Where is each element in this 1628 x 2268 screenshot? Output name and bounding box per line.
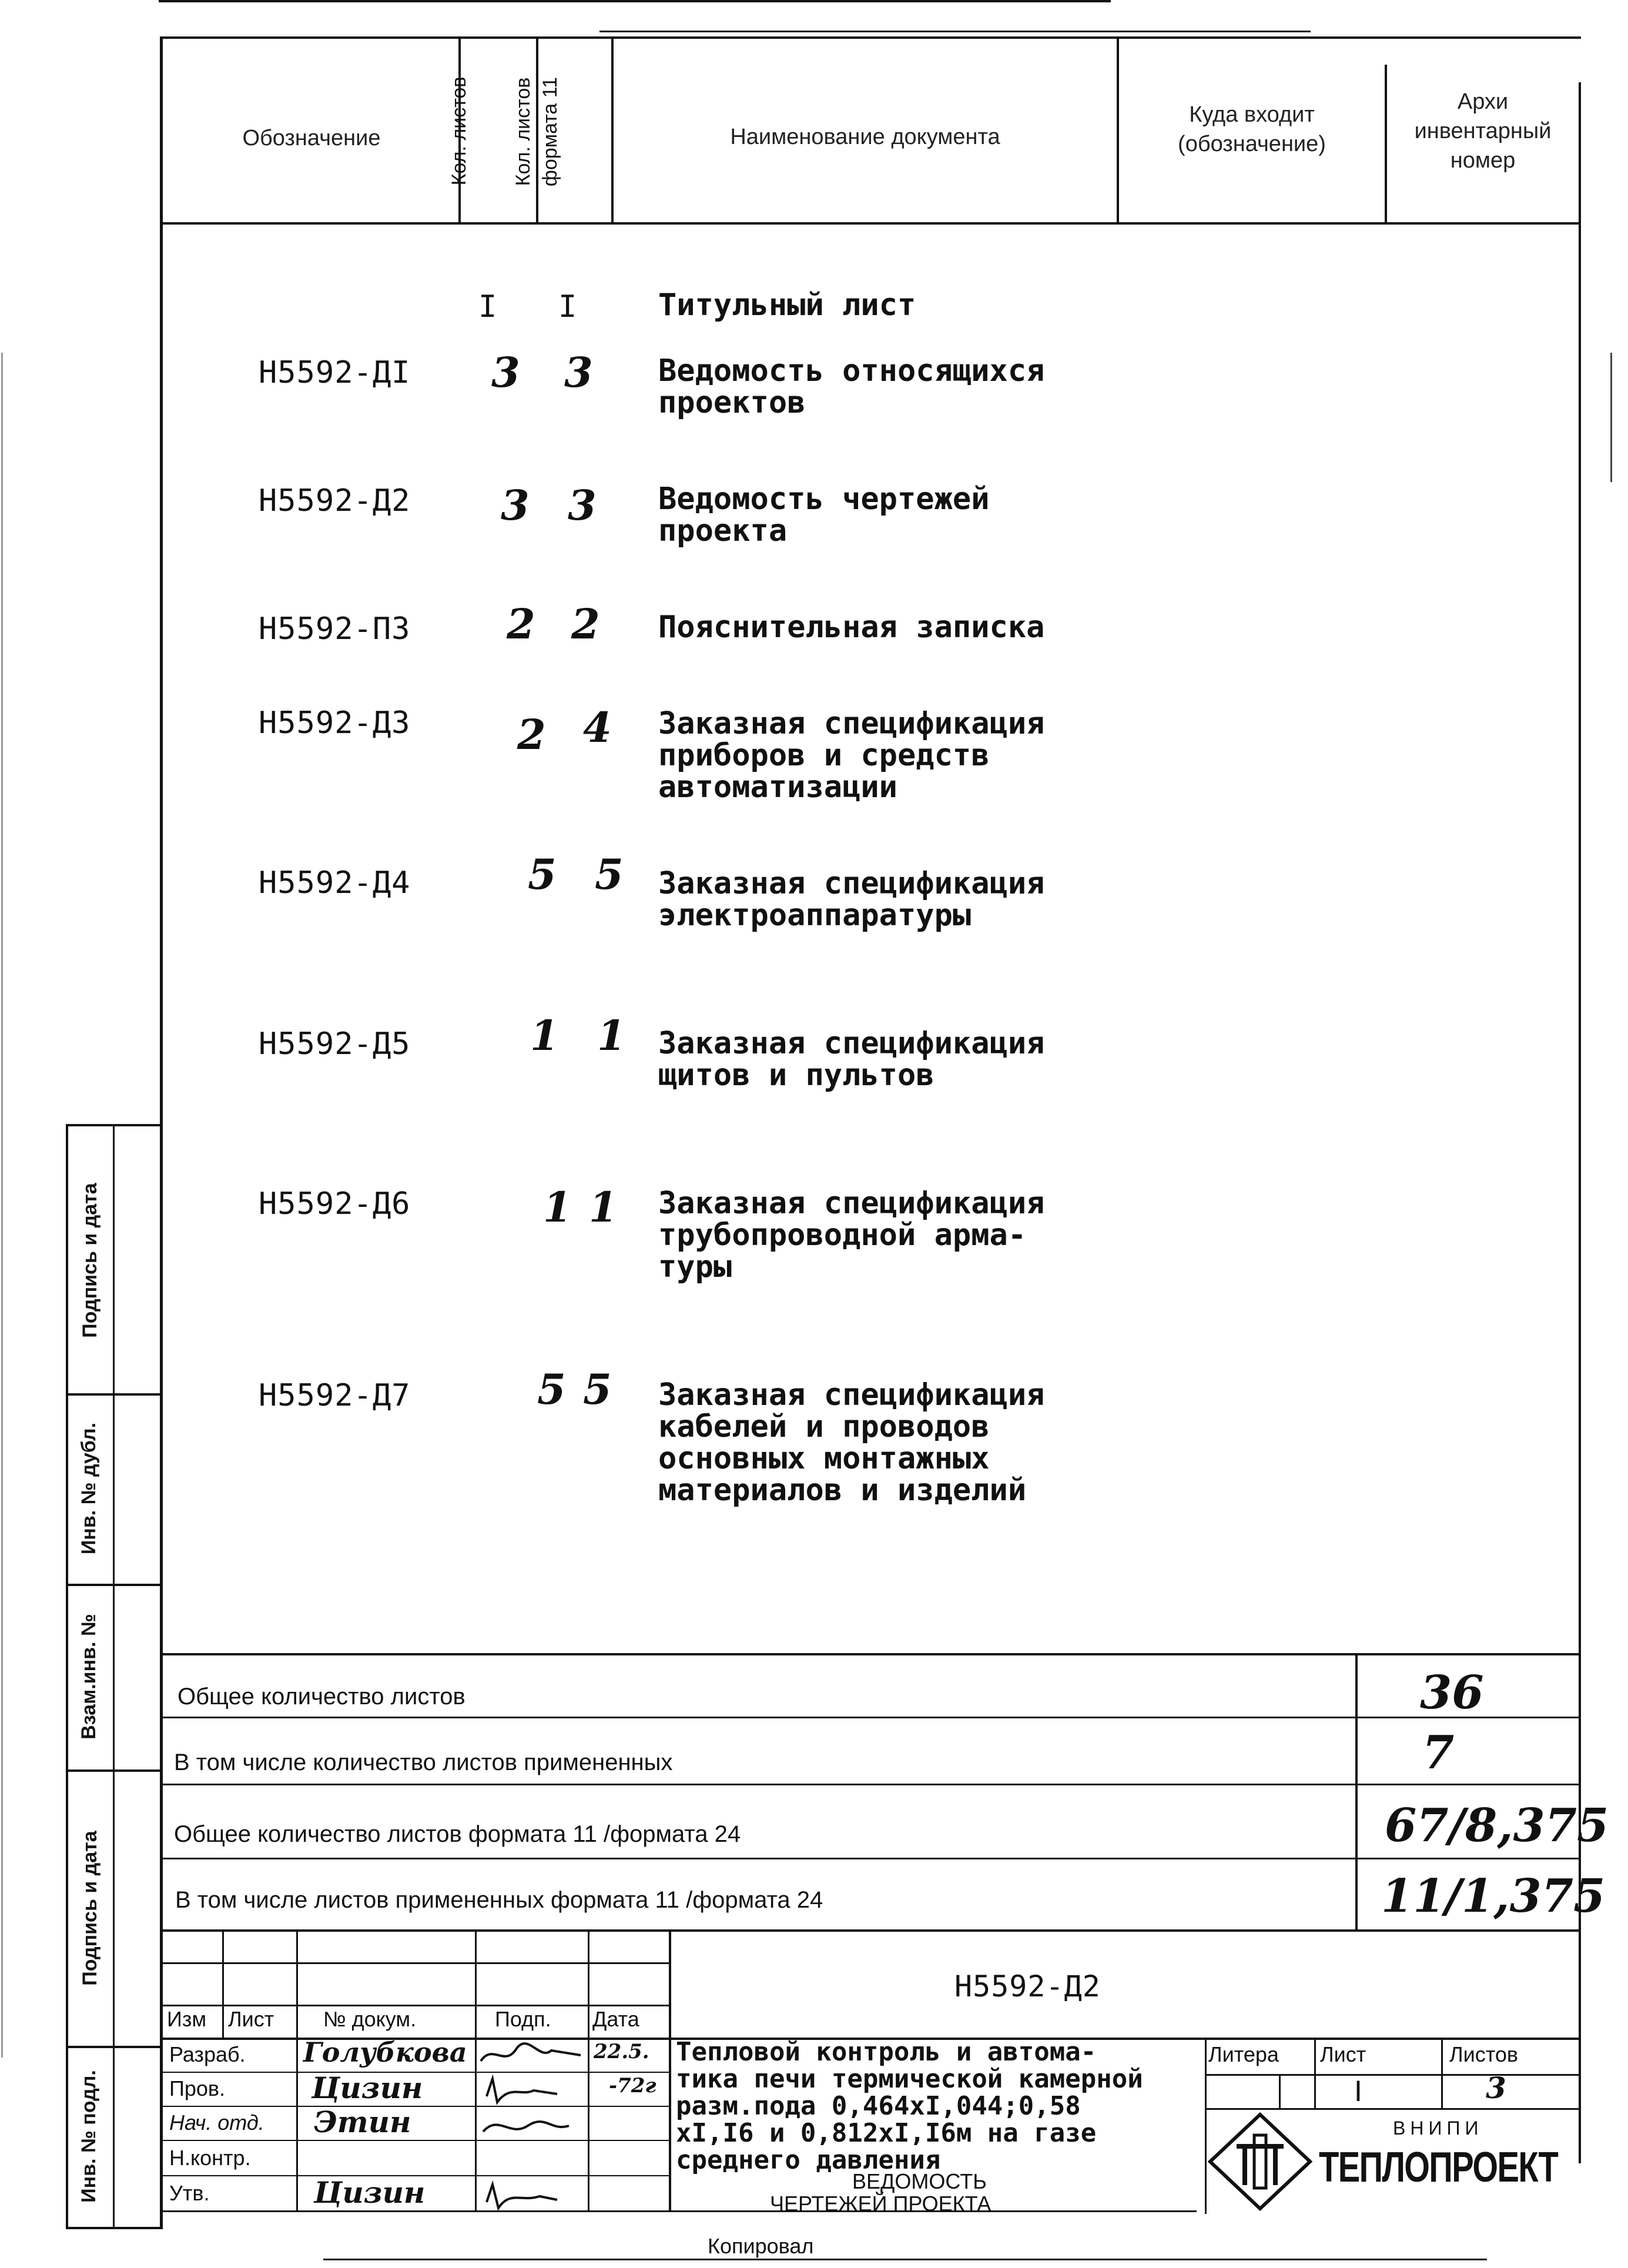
row-8-name-line-2: основных монтажных: [658, 1441, 990, 1476]
org-logo-icon: [1207, 2112, 1313, 2212]
tb-sheets-label: Листов: [1449, 2042, 1518, 2066]
header-where-used: [1119, 100, 1385, 159]
row-6-name-line-0: Заказная спецификация: [658, 1026, 1045, 1061]
tb-col-1: [222, 1929, 224, 2040]
row-6-sheets-fmt: 1: [597, 1011, 626, 1060]
tb-doc-code: Н5592-Д2: [954, 1969, 1101, 2003]
row-5-name-line-1: электроаппаратуры: [658, 898, 972, 933]
row-1-name-line-1: проектов: [658, 385, 806, 420]
total-0-value: 36: [1420, 1666, 1484, 1720]
header-where-used-line1: Куда входит: [1189, 102, 1315, 127]
row-4-code: Н5592-ДЗ: [259, 705, 411, 741]
frame-top: [160, 36, 1581, 39]
row-5-sheets-fmt: 5: [595, 850, 624, 899]
header-sheet-count-format-line2: формата 11: [539, 76, 561, 187]
header-sheet-count-format: [510, 52, 564, 211]
side-top: [66, 1124, 162, 1126]
tb-role-0: Разраб.: [169, 2042, 246, 2066]
header-archive-line2: инвентарный: [1414, 119, 1552, 143]
row-7-name-line-1: трубопроводной арма-: [658, 1217, 1027, 1253]
tb-sheet-title-2: ЧЕРТЕЖЕЙ ПРОЕКТА: [770, 2192, 991, 2216]
row-4-name: [658, 708, 1044, 803]
tb-col-date: Дата: [592, 2007, 639, 2031]
tb-role-3: Н.контр.: [169, 2146, 251, 2170]
row-8-code: Н5592-Д7: [259, 1378, 411, 1413]
tb-description: [676, 2039, 1143, 2174]
header-archive-line3: номер: [1450, 148, 1516, 173]
row-8-sheets: 5: [537, 1365, 566, 1414]
frame-left: [160, 36, 163, 2229]
totals-value-sep: [1355, 1653, 1358, 1929]
tb-col-izm: Изм: [167, 2007, 207, 2031]
row-1-name: [658, 355, 1044, 419]
row-2-sheets: 3: [501, 481, 530, 530]
tb-col-list: Лист: [228, 2007, 274, 2031]
tb-name-2: Этин: [314, 2105, 411, 2139]
row-7-code: Н5592-Д6: [259, 1186, 411, 1222]
header-designation: Обозначение: [242, 126, 381, 150]
row-8-name-line-0: Заказная спецификация: [658, 1377, 1045, 1413]
side-orig-inv: Инв. № подл.: [78, 2070, 100, 2203]
tb-role-1: Пров.: [169, 2076, 226, 2100]
row-3-code: Н5592-ПЗ: [259, 611, 411, 647]
header-sheet-count-format-line1: Кол. листов: [512, 77, 534, 186]
row-3-name-line-0: Пояснительная записка: [658, 610, 1045, 645]
tb-litera-label: Литера: [1208, 2042, 1279, 2066]
row-6-name-line-1: щитов и пультов: [658, 1058, 934, 1093]
totals-row-2: [162, 1784, 1581, 1785]
header-bottom: [160, 222, 1581, 225]
row-1-name-line-0: Ведомость относящихся: [658, 353, 1045, 389]
side-repl-inv: Взам.инв. №: [78, 1614, 100, 1740]
side-dup-inv: Инв. № дубл.: [78, 1422, 100, 1555]
totals-row-4: [162, 1929, 1581, 1932]
totals-row-1: [162, 1717, 1581, 1718]
row-6-code: Н5592-Д5: [259, 1026, 411, 1062]
header-where-used-line2: (обозначение): [1178, 132, 1326, 156]
row-0-name: [658, 289, 916, 321]
total-3-value: 11/1,375: [1381, 1869, 1606, 1923]
row-5-sheets: 5: [528, 850, 557, 899]
tb-row-a: [162, 1962, 669, 1964]
tb-name-0: Голубкова: [303, 2036, 467, 2068]
tb-litera-col-1: [1279, 2074, 1281, 2108]
total-1-label: В том числе количество листов примененных: [174, 1749, 673, 1775]
signature-0: [481, 2043, 581, 2061]
tb-col-doc: № докум.: [323, 2007, 417, 2031]
row-0-sheets-fmt: I: [558, 289, 578, 325]
total-1-value: 7: [1422, 1726, 1455, 1779]
top-edge-stroke-2: [599, 31, 1311, 32]
row-4-name-line-1: приборов и средств: [658, 738, 990, 773]
row-2-name: [658, 483, 990, 547]
tb-right-row-1: [1205, 2074, 1581, 2076]
tb-desc-line-3: xI,I6 и 0,812xI,I6м на газе: [676, 2118, 1097, 2148]
side-sep-2: [66, 1584, 162, 1586]
row-3-sheets: 2: [507, 600, 535, 648]
tb-right-row-2: [1205, 2108, 1581, 2110]
row-4-sheets: 2: [517, 710, 546, 759]
scan-edge-right: [1610, 353, 1612, 482]
row-0-sheets: I: [478, 289, 498, 325]
side-sign-date-top: Подпись и дата: [79, 1183, 101, 1338]
row-8-name-line-1: кабелей и проводов: [658, 1409, 990, 1444]
row-2-name-line-1: проекта: [658, 513, 788, 548]
tb-org-small: ВНИПИ: [1393, 2118, 1483, 2139]
row-5-name-line-0: Заказная спецификация: [658, 866, 1045, 901]
side-sep-3: [66, 1769, 162, 1772]
row-8-name-line-3: материалов и изделий: [658, 1473, 1027, 1508]
total-0-label: Общее количество листов: [177, 1684, 465, 1710]
side-mid: [113, 1124, 115, 2229]
signature-marks: [475, 2038, 592, 2214]
row-8-name: [658, 1379, 1044, 1506]
row-8-sheets-fmt: 5: [583, 1365, 612, 1414]
tb-desc-line-2: разм.пода 0,464xI,044;0,58: [676, 2091, 1081, 2121]
row-0-name-line-0: Титульный лист: [658, 287, 916, 323]
signature-2: [483, 2122, 569, 2132]
signature-1: [487, 2079, 557, 2102]
row-4-name-line-2: автоматизации: [658, 770, 897, 805]
top-edge-stroke: [159, 0, 1111, 2]
total-2-label: Общее количество листов формата 11 /формата 24: [174, 1821, 741, 1847]
tb-sheet-col: [1441, 2038, 1443, 2108]
tb-sheets-value: 3: [1486, 2070, 1506, 2105]
tb-desc-line-4: среднего давления: [676, 2145, 941, 2175]
tb-row-e: [162, 2106, 669, 2107]
tb-col-2: [296, 1929, 298, 2210]
row-2-name-line-0: Ведомость чертежей: [658, 481, 990, 517]
tb-org-name: ТЕПЛОПРОЕКТ: [1319, 2144, 1558, 2191]
signature-4: [487, 2185, 557, 2208]
row-6-name: [658, 1028, 1044, 1091]
header-document-name: Наименование документа: [730, 125, 1000, 149]
row-1-code: Н5592-ДI: [259, 355, 411, 390]
side-bottom: [66, 2227, 162, 2229]
bottom-stroke: [323, 2259, 1487, 2260]
row-7-sheets-fmt: 1: [589, 1183, 618, 1232]
totals-top: [162, 1653, 1581, 1655]
tb-name-1: Цизин: [311, 2070, 423, 2105]
side-left: [66, 1124, 68, 2229]
row-7-name: [658, 1187, 1044, 1283]
total-2-value: 67/8,375: [1385, 1799, 1609, 1852]
row-7-sheets: 1: [543, 1183, 572, 1232]
row-5-code: Н5592-Д4: [259, 865, 411, 901]
tb-right-sep-1: [1205, 2038, 1207, 2214]
tb-role-2: Нач. отд.: [169, 2110, 264, 2135]
tb-sheet-label: Лист: [1320, 2042, 1366, 2066]
side-sign-date-bottom: Подпись и дата: [79, 1831, 101, 1986]
row-2-code: Н5592-Д2: [259, 483, 411, 519]
tb-row-f: [162, 2140, 669, 2141]
tb-col-sign: Подп.: [495, 2007, 551, 2031]
header-sheet-count: Кол. листов: [448, 76, 470, 186]
totals-row-3: [162, 1858, 1581, 1859]
header-archive-line1: Архи: [1457, 89, 1509, 114]
tb-date-1: -72г: [609, 2074, 656, 2098]
row-4-sheets-fmt: 4: [583, 703, 612, 752]
tb-desc-line-0: Тепловой контроль и автома-: [676, 2037, 1097, 2067]
row-3-sheets-fmt: 2: [571, 600, 600, 648]
row-1-sheets-fmt: 3: [564, 348, 593, 397]
tb-desc-line-1: тика печи термической камерной: [676, 2064, 1143, 2094]
tb-copied: Копировал: [708, 2234, 814, 2258]
row-5-name: [658, 868, 1044, 931]
row-2-sheets-fmt: 3: [568, 481, 597, 530]
tb-sheet-title-1: ВЕДОМОСТЬ: [852, 2169, 987, 2193]
tb-bottom: [162, 2210, 1197, 2212]
tb-row-b: [162, 2005, 669, 2006]
row-4-name-line-0: Заказная спецификация: [658, 706, 1045, 741]
tb-litera-col-2: [1314, 2038, 1316, 2108]
tb-name-4: Цизин: [314, 2175, 426, 2210]
side-sep-1: [66, 1393, 162, 1396]
row-7-name-line-2: туры: [658, 1249, 732, 1284]
tb-date-0: 22.5.: [594, 2040, 649, 2063]
row-7-name-line-0: Заказная спецификация: [658, 1186, 1045, 1221]
row-1-sheets: 3: [491, 348, 520, 397]
row-3-name: [658, 611, 1044, 643]
tb-sheet-value: I: [1354, 2075, 1362, 2108]
tb-role-4: Утв.: [169, 2181, 210, 2205]
total-3-label: В том числе листов примененных формата 11 /формата 24: [175, 1887, 823, 1913]
tb-vsep-main: [669, 1929, 671, 2210]
row-6-sheets: 1: [530, 1011, 559, 1060]
scan-edge-left: [1, 353, 3, 2058]
header-archive: [1387, 87, 1579, 175]
